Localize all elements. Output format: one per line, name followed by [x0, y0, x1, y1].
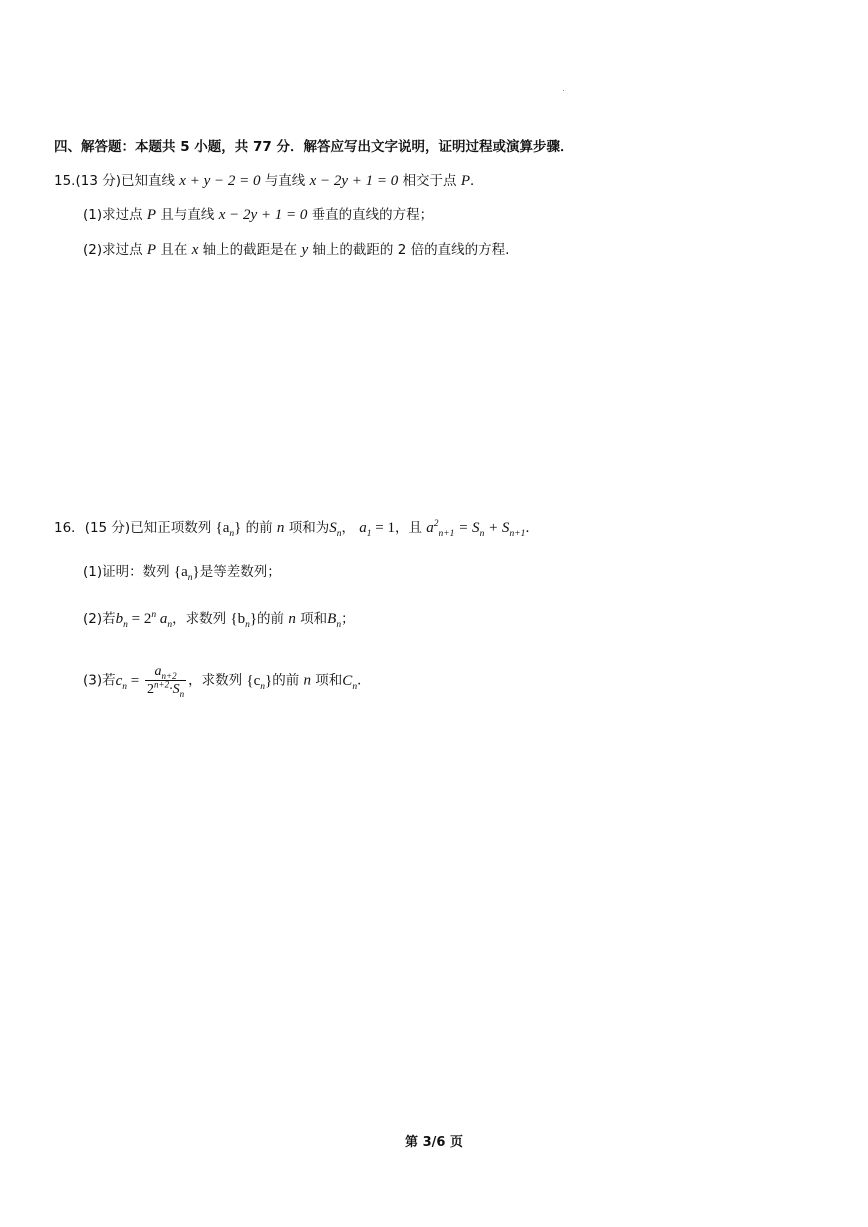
part-text: 的前 — [257, 611, 285, 627]
definition-c — [115, 672, 144, 692]
math-subscript: n — [479, 529, 485, 539]
part-text: 若 — [102, 672, 116, 689]
line-equation: x − 2y + 1 = 0 — [218, 207, 308, 223]
part-text: 项和 — [315, 672, 343, 689]
question-text: 已知直线 — [121, 173, 175, 189]
math-subscript: n — [336, 620, 342, 630]
section-header: 四、解答题：本题共 5 小题，共 77 分．解答应写出文字说明，证明过程或演算步骤． — [54, 139, 574, 155]
fraction — [145, 663, 186, 698]
question-text: 与直线 — [264, 173, 306, 189]
question-text: 的前 — [245, 520, 273, 536]
math-symbol: B — [327, 611, 337, 627]
variable-n: n — [276, 520, 285, 536]
point-p: P — [460, 173, 471, 189]
math-symbol: a — [426, 520, 434, 536]
sequence-a — [215, 520, 242, 539]
punctuation: ， — [341, 520, 355, 536]
punctuation: ； — [341, 611, 355, 627]
line-equation-1: x + y − 2 = 0 — [179, 173, 261, 189]
math-symbol: = — [127, 672, 144, 689]
math-subscript: n+2 — [161, 670, 177, 681]
math-superscript: n — [151, 610, 157, 620]
sequence-c — [246, 672, 273, 692]
question-15-part-1 — [83, 205, 433, 225]
math-symbol: ·S — [169, 682, 180, 697]
question-text: ，且 — [394, 520, 422, 536]
sum-c — [342, 672, 358, 692]
part-label: (2) — [83, 242, 103, 258]
math-subscript: n — [336, 529, 342, 539]
variable-n: n — [288, 611, 296, 627]
question-text: 项和为 — [288, 520, 330, 536]
part-text: ，求数列 — [188, 672, 243, 689]
question-16 — [54, 518, 539, 538]
part-text: 轴上的截距是在 — [202, 242, 298, 258]
math-superscript: n+2 — [154, 679, 170, 690]
question-16-part-1 — [83, 562, 281, 582]
line-equation-2: x − 2y + 1 = 0 — [309, 173, 399, 189]
part-text: 若 — [102, 611, 116, 627]
point-p: P — [146, 242, 157, 258]
math-symbol: a — [359, 520, 367, 536]
question-text: 已知正项数列 — [130, 520, 212, 536]
question-text: 相交于点 — [402, 173, 457, 189]
part-text: 求过点 — [102, 207, 143, 223]
question-15 — [54, 171, 484, 191]
point-p: P — [146, 207, 157, 223]
part-label: (2) — [83, 611, 103, 627]
part-text: 垂直的直线的方程； — [311, 207, 434, 223]
question-15-part-2 — [83, 240, 509, 260]
part-text: 证明：数列 — [102, 564, 170, 580]
math-subscript: n+1 — [509, 529, 526, 539]
math-superscript: 2 — [433, 519, 439, 529]
sum-b — [327, 611, 342, 630]
math-symbol: = 1 — [371, 520, 395, 536]
math-subscript: n — [352, 681, 358, 692]
math-symbol: + S — [484, 520, 510, 536]
math-symbol: 2 — [147, 682, 155, 697]
fraction-denominator — [145, 681, 186, 698]
sequence-b — [230, 611, 258, 630]
math-subscript: n — [187, 573, 193, 583]
math-subscript: n — [229, 529, 235, 539]
math-symbol: } — [265, 672, 273, 689]
math-symbol: S — [329, 520, 337, 536]
math-subscript: n — [245, 620, 250, 630]
math-symbol: } — [192, 564, 200, 580]
punctuation: ． — [357, 672, 371, 689]
math-symbol: = 2 — [127, 611, 152, 627]
math-symbol: } — [234, 520, 242, 536]
definition-b — [115, 610, 173, 630]
math-subscript: n — [260, 681, 265, 692]
part-text: ，求数列 — [172, 611, 227, 627]
sequence-a — [173, 564, 200, 583]
math-symbol: {a — [215, 520, 230, 536]
math-symbol: c — [115, 672, 123, 689]
math-subscript: n — [122, 681, 128, 692]
question-number: 15. — [54, 173, 76, 189]
math-subscript: n — [123, 620, 128, 630]
math-symbol: = S — [454, 520, 480, 536]
math-subscript: n+1 — [438, 529, 455, 539]
math-symbol: b — [115, 611, 124, 627]
part-text: 且在 — [160, 242, 188, 258]
question-16-part-3 — [83, 663, 371, 698]
fraction-numerator — [145, 663, 186, 681]
part-text: 是等差数列； — [199, 564, 281, 580]
math-subscript: n — [179, 688, 185, 699]
part-text: 且与直线 — [160, 207, 215, 223]
math-symbol: C — [342, 672, 353, 689]
variable-x: x — [191, 242, 199, 258]
variable-n: n — [303, 672, 311, 689]
part-label: (3) — [83, 672, 103, 689]
part-text: 求过点 — [102, 242, 143, 258]
math-symbol: } — [249, 611, 258, 627]
punctuation: ． — [525, 520, 539, 536]
recurrence-condition — [426, 519, 526, 539]
math-symbol: {c — [246, 672, 261, 689]
math-symbol: a — [154, 664, 162, 679]
math-subscript: n — [167, 620, 173, 630]
part-text: 的前 — [272, 672, 300, 689]
question-number: 16． — [54, 520, 85, 536]
question-16-part-2 — [83, 609, 355, 629]
variable-y: y — [301, 242, 309, 258]
question-score: (15 分) — [84, 520, 131, 536]
question-score: (13 分) — [75, 173, 121, 189]
math-symbol: {a — [173, 564, 188, 580]
math-symbol: a — [159, 611, 168, 627]
part-text: 轴上的截距的 2 倍的直线的方程. — [312, 242, 510, 258]
part-label: (1) — [83, 564, 103, 580]
sum-s — [329, 520, 342, 539]
part-label: (1) — [83, 207, 103, 223]
part-text: 项和 — [300, 611, 328, 627]
math-symbol: {b — [230, 611, 246, 627]
initial-term — [359, 520, 395, 539]
page-footer: 第 3/6 页 — [405, 1135, 463, 1150]
scan-dot — [563, 90, 564, 91]
punctuation: ． — [470, 173, 484, 189]
math-subscript: 1 — [366, 529, 372, 539]
